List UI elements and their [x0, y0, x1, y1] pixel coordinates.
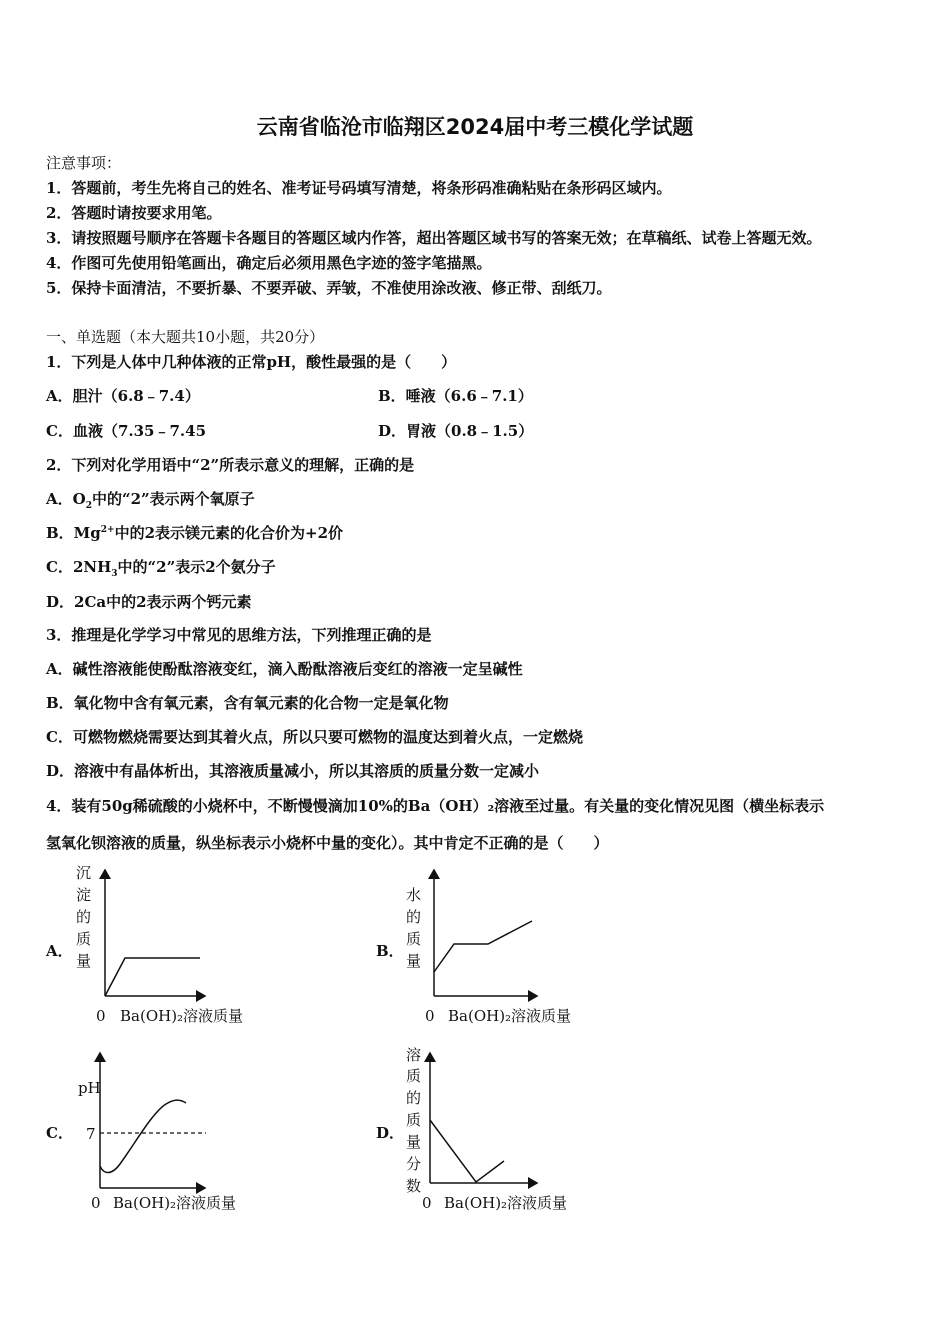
graph-b-ylabel-1: 水 — [406, 886, 422, 904]
graph-b-ylabel-2: 的 — [406, 908, 422, 926]
notice-item-5: 5．保持卡面清洁，不要折暴、不要弄破、弄皱，不准使用涂改液、修正带、刮纸刀。 — [46, 279, 612, 297]
graph-a-ylabel-4: 质 — [76, 930, 92, 948]
graph-b-ylabel-4: 量 — [406, 952, 422, 970]
graph-c-origin: 0 — [91, 1194, 101, 1212]
graph-c-ylabel: pH — [78, 1079, 101, 1097]
q2-stem: 2．下列对化学用语中“2”所表示意义的理解，正确的是 — [46, 456, 415, 474]
graph-d-ylabel-7: 数 — [406, 1177, 422, 1195]
graph-b-origin: 0 — [425, 1007, 435, 1025]
q1-stem: 1．下列是人体中几种体液的正常pH，酸性最强的是（ ） — [46, 353, 457, 371]
graph-c-tick-7: 7 — [86, 1125, 96, 1143]
q4-graph-b — [372, 858, 632, 1033]
graph-d-ylabel-3: 的 — [406, 1089, 422, 1107]
q4-graph-d — [372, 1045, 632, 1220]
q4-stem-line1: 4．装有50g稀硫酸的小烧杯中，不断慢慢滴加10%的Ba（OH）₂溶液至过量。有关量的变化情况见图（横坐标表示 — [46, 797, 825, 815]
graph-a-ylabel-5: 量 — [76, 952, 92, 970]
graph-d-ylabel-1: 溶 — [406, 1046, 422, 1064]
graph-b-xlabel: Ba(OH)₂溶液质量 — [448, 1007, 572, 1025]
section-heading: 一、单选题（本大题共10小题，共20分） — [46, 328, 325, 346]
q3-option-a: A．碱性溶液能使酚酞溶液变红，滴入酚酞溶液后变红的溶液一定呈碱性 — [46, 660, 523, 678]
q1-option-d: D．胃液（0.8﹣1.5） — [378, 422, 534, 440]
q3-option-b: B．氧化物中含有氧元素，含有氧元素的化合物一定是氧化物 — [46, 694, 449, 712]
graph-a-ylabel-1: 沉 — [76, 864, 92, 882]
graph-a-ylabel-3: 的 — [76, 908, 92, 926]
notice-item-2: 2．答题时请按要求用笔。 — [46, 204, 222, 222]
q2-option-d: D．2Ca中的2表示两个钙元素 — [46, 593, 252, 611]
q4-graph-c — [40, 1045, 300, 1220]
q1-option-c: C．血液（7.35﹣7.45 — [46, 422, 207, 440]
graph-c-label: C． — [46, 1124, 73, 1142]
graph-d-xlabel: Ba(OH)₂溶液质量 — [444, 1194, 568, 1212]
q1-option-a: A．胆汁（6.8﹣7.4） — [46, 387, 200, 405]
q1-option-b: B．唾液（6.6﹣7.1） — [378, 387, 533, 405]
graph-d-origin: 0 — [422, 1194, 432, 1212]
graph-a-curve — [105, 958, 200, 996]
q3-option-d: D．溶液中有晶体析出，其溶液质量减小，所以其溶质的质量分数一定减小 — [46, 762, 540, 780]
q4-stem-line2: 氢氧化钡溶液的质量，纵坐标表示小烧杯中量的变化）。其中肯定不正确的是（ ） — [46, 834, 609, 852]
graph-b-curve — [434, 921, 532, 972]
q2-option-a: A．$O_2$中的“2”表示两个氧原子 — [46, 490, 255, 511]
graph-a-origin: 0 — [96, 1007, 106, 1025]
graph-d-ylabel-5: 量 — [406, 1133, 422, 1151]
graph-d-curve — [430, 1120, 504, 1182]
graph-a-ylabel-2: 淀 — [76, 886, 92, 904]
graph-c-xlabel: Ba(OH)₂溶液质量 — [113, 1194, 237, 1212]
q3-option-c: C．可燃物燃烧需要达到其着火点，所以只要可燃物的温度达到着火点，一定燃烧 — [46, 728, 583, 746]
graph-b-label: B． — [376, 942, 404, 960]
page-title: 云南省临沧市临翔区2024届中考三模化学试题 — [256, 115, 694, 139]
graph-c-curve — [100, 1100, 186, 1172]
notice-item-1: 1．答题前，考生先将自己的姓名、准考证号码填写清楚，将条形码准确粘贴在条形码区域内。 — [46, 179, 672, 197]
graph-b-ylabel-3: 质 — [406, 930, 422, 948]
q3-stem: 3．推理是化学学习中常见的思维方法，下列推理正确的是 — [46, 626, 432, 644]
graph-a-xlabel: Ba(OH)₂溶液质量 — [120, 1007, 244, 1025]
q2-option-c: C．$2NH_3$中的“2”表示2个氨分子 — [46, 558, 276, 579]
notice-item-3: 3．请按照题号顺序在答题卡各题目的答题区域内作答，超出答题区域书写的答案无效；在草稿纸、试卷上答题无效。 — [46, 229, 822, 247]
graph-d-ylabel-4: 质 — [406, 1111, 422, 1129]
graph-d-ylabel-2: 质 — [406, 1067, 422, 1085]
notice-heading: 注意事项： — [46, 154, 122, 172]
graph-d-ylabel-6: 分 — [406, 1155, 422, 1173]
graph-d-label: D． — [376, 1124, 405, 1142]
q4-graph-a — [40, 858, 300, 1033]
graph-a-label: A． — [46, 942, 73, 960]
q2-option-b: B．$Mg^{2+}$中的2表示镁元素的化合价为+2价 — [46, 524, 344, 542]
notice-item-4: 4．作图可先使用铅笔画出，确定后必须用黑色字迹的签字笔描黑。 — [46, 254, 492, 272]
